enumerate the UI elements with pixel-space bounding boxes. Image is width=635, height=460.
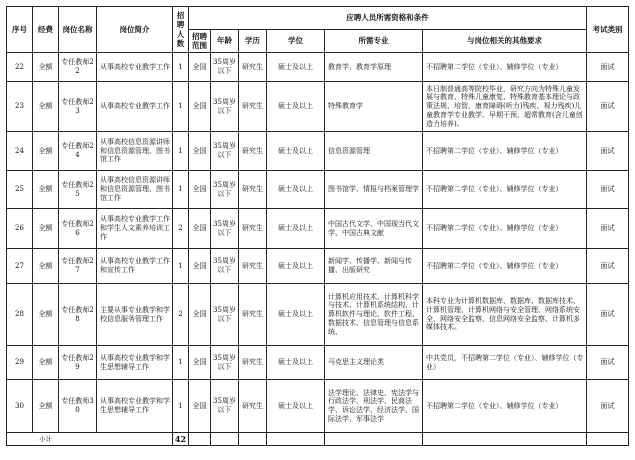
cell-degree: 硕士及以上	[267, 82, 325, 132]
cell-post-intro: 主要从事专业教学和学校信息服务管理工作	[97, 284, 173, 346]
cell-post-intro: 从事高校专业教学工作	[97, 82, 173, 132]
cell-exam: 面试	[587, 53, 629, 82]
cell-headcount: 1	[173, 82, 189, 132]
cell-education: 研究生	[239, 53, 267, 82]
cell-seq: 29	[7, 346, 33, 380]
cell-exam: 面试	[587, 209, 629, 249]
header-post-intro: 岗位简介	[97, 7, 173, 53]
cell-degree: 硕士及以上	[267, 53, 325, 82]
cell-post-intro: 从事高校信息资源讲师和信息资源管理、图书馆工作	[97, 171, 173, 209]
cell-other: 不招聘第二学位（专业）、辅修学位（专业）	[423, 171, 587, 209]
table-row	[7, 380, 629, 433]
cell-degree: 硕士及以上	[267, 132, 325, 171]
cell-headcount: 1	[173, 346, 189, 380]
table-row	[7, 53, 629, 82]
cell-exam: 面试	[587, 284, 629, 346]
header-other: 与岗位相关的其他要求	[423, 30, 587, 53]
cell-scope: 全国	[189, 380, 211, 433]
cell-age: 35周岁以下	[211, 380, 239, 433]
cell-post-name: 专任教师28	[59, 284, 97, 346]
cell-exam: 面试	[587, 249, 629, 284]
cell-age: 35周岁以下	[211, 284, 239, 346]
cell-education: 研究生	[239, 82, 267, 132]
cell-post-intro: 从事高校专业教学工作和宣传工作	[97, 249, 173, 284]
cell-age: 35周岁以下	[211, 53, 239, 82]
header-requirements-group: 应聘人员所需资格和条件	[189, 7, 587, 30]
cell-scope: 全国	[189, 209, 211, 249]
cell-headcount: 1	[173, 249, 189, 284]
cell-major: 中国古代文学、中国现当代文学、中国古典文献	[325, 209, 423, 249]
cell-scope: 全国	[189, 171, 211, 209]
cell-age: 35周岁以下	[211, 82, 239, 132]
cell-level: 全额	[33, 380, 59, 433]
table-row	[7, 82, 629, 132]
cell-post-name: 专任教师27	[59, 249, 97, 284]
cell-seq: 22	[7, 53, 33, 82]
cell-seq: 28	[7, 284, 33, 346]
subtotal-label: 小计	[7, 433, 173, 446]
cell-age: 35周岁以下	[211, 171, 239, 209]
cell-education: 研究生	[239, 209, 267, 249]
cell-major: 教育学、教育学原理	[325, 53, 423, 82]
cell-seq: 26	[7, 209, 33, 249]
cell-headcount: 1	[173, 171, 189, 209]
cell-other: 中共党员，不招聘第二学位（专业）、辅修学位（专业）	[423, 346, 587, 380]
cell-major: 信息资源管理	[325, 132, 423, 171]
cell-age: 35周岁以下	[211, 132, 239, 171]
cell-major: 特殊教育学	[325, 82, 423, 132]
cell-seq: 23	[7, 82, 33, 132]
cell-education: 研究生	[239, 132, 267, 171]
cell-major: 法学理论、法律史、宪法学与行政法学、刑法学、民商法学、诉讼法学、经济法学、国际法学、军事法学	[325, 380, 423, 433]
cell-level: 全额	[33, 132, 59, 171]
cell-degree: 硕士及以上	[267, 346, 325, 380]
header-headcount: 招聘人数	[173, 7, 189, 53]
cell-scope: 全国	[189, 346, 211, 380]
header-age: 年龄	[211, 30, 239, 53]
cell-seq: 24	[7, 132, 33, 171]
cell-other: 本日制普通高等院校毕业，研究方向为特殊儿童发展与教育、特殊儿童康复、特殊教育基本理论与政策法规、培智、康育障碍(听力)残疾、视力残疾)儿童教育学专业教学、早期干预、超常教育(含儿童创造力培养)。	[423, 82, 587, 132]
cell-headcount: 1	[173, 132, 189, 171]
table-row	[7, 132, 629, 171]
cell-exam: 面试	[587, 380, 629, 433]
cell-seq: 27	[7, 249, 33, 284]
header-seq: 序号	[7, 7, 33, 53]
cell-major: 计算机应用技术、计算机科学与技术、计算机系统结构、计算机软件与理论、软件工程、数据技术、信息管理与信息系统、	[325, 284, 423, 346]
cell-level: 全额	[33, 284, 59, 346]
cell-post-name: 专任教师23	[59, 82, 97, 132]
cell-other: 本科专业为计算机数据库、数据库、数据库技术、计算机管理、计算机网络与安全管理、网络系统安全、网络安全监察、信息网络安全监察、计算机多媒体技术。	[423, 284, 587, 346]
cell-level: 全额	[33, 209, 59, 249]
table-row	[7, 346, 629, 380]
cell-post-name: 专任教师26	[59, 209, 97, 249]
cell-post-name: 专任教师29	[59, 346, 97, 380]
cell-headcount: 2	[173, 209, 189, 249]
cell-scope: 全国	[189, 82, 211, 132]
cell-headcount: 2	[173, 284, 189, 346]
cell-headcount: 1	[173, 380, 189, 433]
subtotal-row	[7, 433, 629, 446]
table-body	[7, 53, 629, 446]
table-row	[7, 284, 629, 346]
cell-level: 全额	[33, 53, 59, 82]
cell-exam: 面试	[587, 132, 629, 171]
cell-other: 不招聘第二学位（专业）、辅修学位（专业）	[423, 132, 587, 171]
cell-major: 新闻学、传播学、新闻与传播、出版研究	[325, 249, 423, 284]
cell-degree: 硕士及以上	[267, 380, 325, 433]
cell-post-name: 专任教师22	[59, 53, 97, 82]
header-post-name: 岗位名称	[59, 7, 97, 53]
cell-level: 全额	[33, 171, 59, 209]
cell-degree: 硕士及以上	[267, 171, 325, 209]
cell-degree: 硕士及以上	[267, 209, 325, 249]
header-major: 所需专业	[325, 30, 423, 53]
cell-degree: 硕士及以上	[267, 249, 325, 284]
cell-age: 35周岁以下	[211, 209, 239, 249]
recruitment-table	[6, 6, 629, 446]
cell-education: 研究生	[239, 380, 267, 433]
table-row	[7, 209, 629, 249]
cell-exam: 面试	[587, 171, 629, 209]
cell-exam: 面试	[587, 346, 629, 380]
cell-scope: 全国	[189, 284, 211, 346]
cell-major: 马克思主义理论类	[325, 346, 423, 380]
cell-seq: 30	[7, 380, 33, 433]
cell-education: 研究生	[239, 284, 267, 346]
cell-other: 不招聘第二学位（专业）、辅修学位（专业）	[423, 380, 587, 433]
cell-education: 研究生	[239, 346, 267, 380]
cell-post-name: 专任教师25	[59, 171, 97, 209]
cell-degree: 硕士及以上	[267, 284, 325, 346]
cell-education: 研究生	[239, 171, 267, 209]
cell-scope: 全国	[189, 53, 211, 82]
cell-level: 全额	[33, 82, 59, 132]
cell-other: 不招聘第二学位（专业）、辅修学位（专业）	[423, 249, 587, 284]
cell-other: 不招聘第二学位（专业）、辅修学位（专业）	[423, 209, 587, 249]
cell-other: 不招聘第二学位（专业）、辅修学位（专业）	[423, 53, 587, 82]
cell-seq: 25	[7, 171, 33, 209]
cell-level: 全额	[33, 346, 59, 380]
cell-scope: 全国	[189, 249, 211, 284]
cell-exam: 面试	[587, 82, 629, 132]
header-education: 学历	[239, 30, 267, 53]
cell-post-intro: 从事高校专业教学和学生思想辅导工作	[97, 380, 173, 433]
cell-age: 35周岁以下	[211, 346, 239, 380]
cell-scope: 全国	[189, 132, 211, 171]
header-level: 经费	[33, 7, 59, 53]
cell-post-name: 专任教师30	[59, 380, 97, 433]
cell-headcount: 1	[173, 53, 189, 82]
cell-post-intro: 从事高校专业教学和学生思想辅导工作	[97, 346, 173, 380]
header-scope: 招聘范围	[189, 30, 211, 53]
cell-post-intro: 从事高校专业教学工作和学生人文素养培训工作	[97, 209, 173, 249]
header-exam: 考试类别	[587, 7, 629, 53]
header-degree: 学位	[267, 30, 325, 53]
subtotal-value: 42	[173, 433, 189, 446]
cell-level: 全额	[33, 249, 59, 284]
cell-post-intro: 从事高校专业教学工作	[97, 53, 173, 82]
cell-education: 研究生	[239, 249, 267, 284]
cell-post-name: 专任教师24	[59, 132, 97, 171]
cell-post-intro: 从事高校信息资源讲师和信息资源管理、图书馆工作	[97, 132, 173, 171]
table-row	[7, 249, 629, 284]
cell-major: 图书馆学、情报与档案管理学	[325, 171, 423, 209]
table-row	[7, 171, 629, 209]
cell-age: 35周岁以下	[211, 249, 239, 284]
